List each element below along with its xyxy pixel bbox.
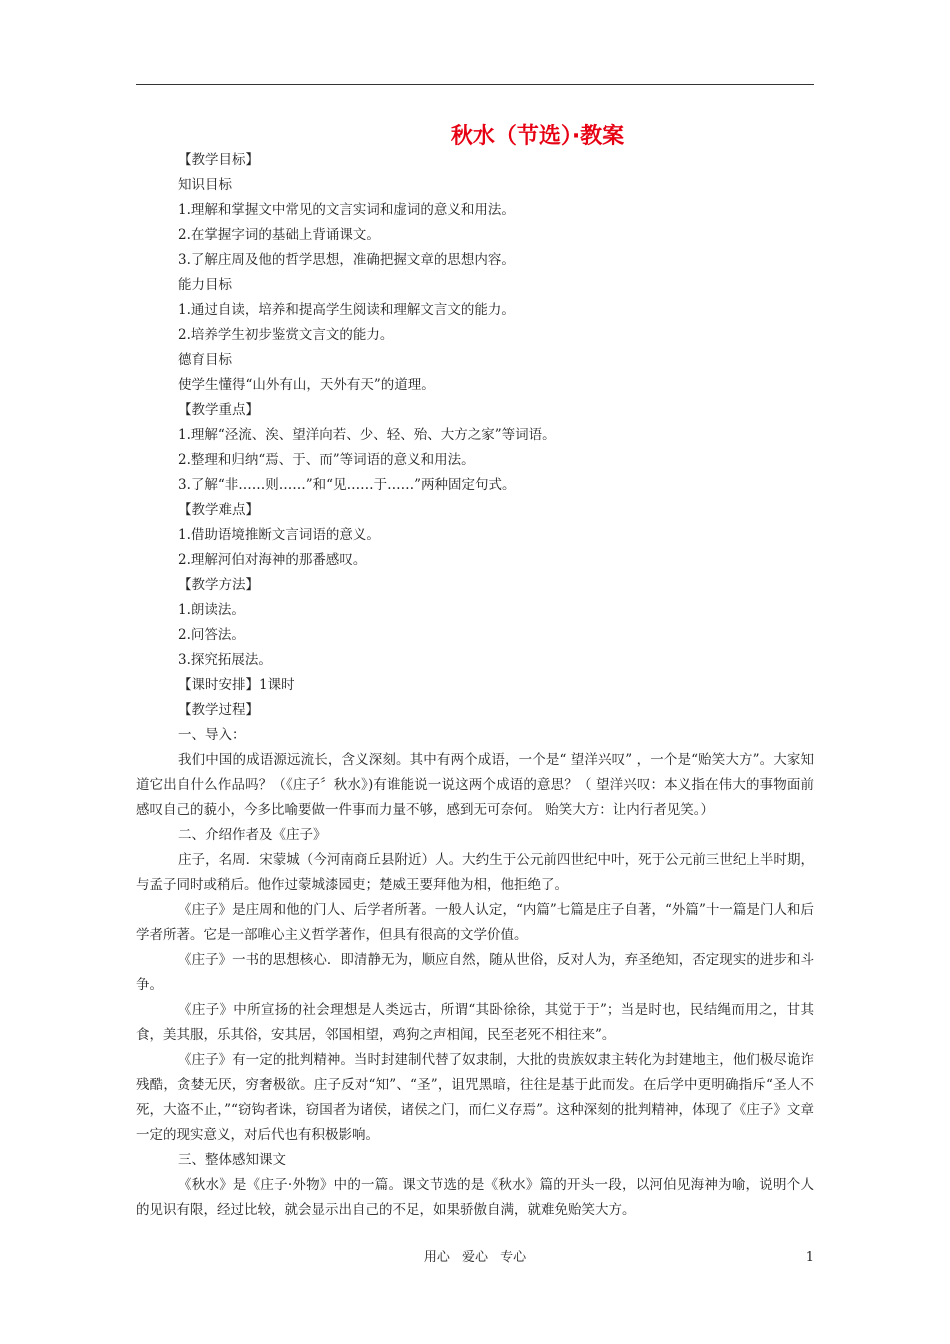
list-item: 1.朗读法。	[178, 602, 245, 618]
subheading-knowledge-goals: 知识目标	[178, 177, 232, 193]
list-item: 1.理解和掌握文中常见的文言实词和虚词的意义和用法。	[178, 202, 515, 218]
section-heading-teaching-goals: 【教学目标】	[178, 152, 259, 168]
list-item: 1.理解“泾流、涘、望洋向若、少、轻、殆、大方之家”等词语。	[178, 427, 556, 443]
list-item: 1.借助语境推断文言词语的意义。	[178, 527, 380, 543]
list-item: 3.探究拓展法。	[178, 652, 272, 668]
header-rule	[136, 84, 814, 85]
subheading-moral-goals: 德育目标	[178, 352, 232, 368]
section-heading-key-points: 【教学重点】	[178, 402, 259, 418]
step-heading-introduction: 一、导入：	[178, 727, 246, 743]
page-number: 1	[805, 1250, 814, 1265]
step-heading-author: 二、介绍作者及《庄子》	[178, 827, 327, 843]
list-item: 使学生懂得“山外有山，天外有天”的道理。	[178, 377, 435, 393]
list-item: 3.了解“非……则……”和“见……于……”两种固定句式。	[178, 477, 516, 493]
list-item: 2.在掌握字词的基础上背诵课文。	[178, 227, 380, 243]
list-item: 2.培养学生初步鉴赏文言文的能力。	[178, 327, 394, 343]
step-heading-overview: 三、整体感知课文	[178, 1152, 286, 1168]
paragraph: 《秋水》是《庄子·外物》中的一篇。课文节选的是《秋水》篇的开头一段，以河伯见海神为喻，说明个人的见识有限，经过比较，就会显示出自己的不足，如果骄傲自满，就难免贻笑大方。	[136, 1177, 814, 1218]
section-heading-methods: 【教学方法】	[178, 577, 259, 593]
paragraph: 庄子，名周．宋蒙城（今河南商丘县附近）人。大约生于公元前四世纪中叶，死于公元前三世纪上半时期，与孟子同时或稍后。他作过蒙城漆园吏；楚威王要拜他为相，他拒绝了。	[136, 852, 814, 893]
subheading-ability-goals: 能力目标	[178, 277, 232, 293]
paragraph: 我们中国的成语源远流长，含义深刻。其中有两个成语，一个是“ 望洋兴叹” ，一个是“贻笑大方”。大家知道它出自什么作品吗？（《庄子〞秋水》)有谁能说一说这两个成语的意思？（ 望洋兴叹：本义指在伟大的事物面前感叹自己的藐小，今多比喻要做一件事而力量不够，感到无可奈何。 贻笑大方：让内行者见笑。）	[136, 752, 814, 818]
document-title: 秋水（节选）·教案	[450, 124, 625, 149]
section-heading-process: 【教学过程】	[178, 702, 259, 718]
list-item: 3.了解庄周及他的哲学思想，准确把握文章的思想内容。	[178, 252, 515, 268]
list-item: 1.通过自读，培养和提高学生阅读和理解文言文的能力。	[178, 302, 515, 318]
section-heading-difficulties: 【教学难点】	[178, 502, 259, 518]
list-item: 2.整理和归纳“焉、于、而”等词语的意义和用法。	[178, 452, 475, 468]
section-heading-schedule: 【课时安排】1课时	[178, 677, 295, 693]
paragraph: 《庄子》是庄周和他的门人、后学者所著。一般人认定，“内篇”七篇是庄子自著，“外篇”十一篇是门人和后学者所著。它是一部唯心主义哲学著作，但具有很高的文学价值。	[136, 902, 814, 943]
list-item: 2.理解河伯对海神的那番感叹。	[178, 552, 367, 568]
paragraph: 《庄子》有一定的批判精神。当时封建制代替了奴隶制，大批的贵族奴隶主转化为封建地主，他们极尽诡诈残酷，贪婪无厌，穷奢极欲。庄子反对“知”、“圣”，诅咒黑暗，往往是基于此而发。在后学中更明确指斥“圣人不死，大盗不止，”“窃钩者诛，窃国者为诸侯，诸侯之门，而仁义存焉”。这种深刻的批判精神，体现了《庄子》文章一定的现实意义，对后代也有积极影响。	[136, 1052, 814, 1143]
footer-motto: 用心 爱心 专心	[423, 1250, 527, 1265]
list-item: 2.问答法。	[178, 627, 245, 643]
paragraph: 《庄子》中所宣扬的社会理想是人类远古，所谓“其卧徐徐，其觉于于”；当是时也，民结绳而用之，甘其食，美其服，乐其俗，安其居，邻国相望，鸡狗之声相闻，民至老死不相往来”。	[136, 1002, 814, 1043]
document-body	[136, 148, 814, 1223]
paragraph: 《庄子》一书的思想核心．即清静无为，顺应自然，随从世俗，反对人为，弃圣绝知，否定现实的进步和斗争。	[136, 952, 814, 993]
